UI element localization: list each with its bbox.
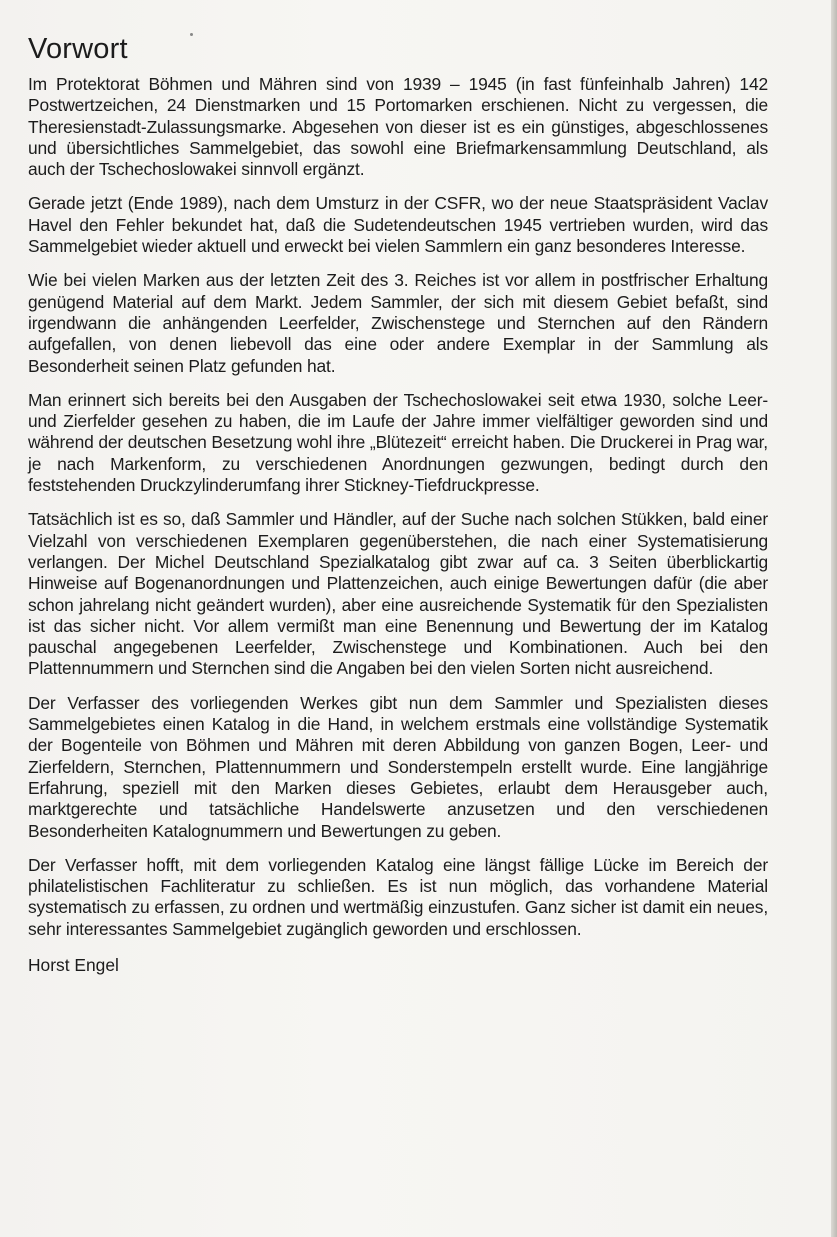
paragraph-2: Gerade jetzt (Ende 1989), nach dem Umsturz in der CSFR, wo der neue Staatspräsident Vaclav Havel den Fehler bekundet hat, daß die Sudetendeutschen 1945 vertrieben wurden, wird das Sammelgebiet wieder aktuell und erweckt bei vielen Sammlern ein ganz besonderes Interesse. — [28, 193, 768, 257]
author-signature: Horst Engel — [28, 954, 119, 975]
paragraph-3: Wie bei vielen Marken aus der letzten Zeit des 3. Reiches ist vor allem in postfrischer Erhaltung genügend Material auf dem Markt. Jedem Sammler, der sich mit diesem Gebiet befaßt, sind irgendwann die anhängenden Leerfelder, Zwischenstege und Sternchen auf den Rändern aufgefallen, von denen liebevoll das eine oder andere Exemplar in der Sammlung als Besonderheit seinen Platz gefunden hat. — [28, 270, 768, 376]
paragraph-5: Tatsächlich ist es so, daß Sammler und Händler, auf der Suche nach solchen Stükken, bald einer Vielzahl von verschiedenen Exemplaren gegenüberstehen, die nach einer Systematisierung verlangen. Der Michel Deutschland Spezialkatalog gibt zwar auf ca. 3 Seiten überblickartig Hinweise auf Bogenanordnungen und Plattenzeichen, auch einige Bewertungen dafür (die aber schon jahrelang nicht geändert wurden), aber eine ausreichende Systematik für den Spezialisten ist das sicher nicht. Vor allem vermißt man eine Benennung und Bewertung der im Katalog pauschal angegebenen Leerfelder, Zwischenstege und Kombinationen. Auch bei den Plattennummern und Sternchen sind die Angaben bei den vielen Sorten nicht ausreichend. — [28, 509, 768, 679]
page-edge-shadow — [831, 0, 837, 1237]
document-body — [28, 30, 768, 976]
page-title: Vorwort — [28, 33, 128, 65]
paragraph-6: Der Verfasser des vorliegenden Werkes gibt nun dem Sammler und Spezialisten dieses Sammelgebietes einen Katalog in die Hand, in welchem erstmals eine vollständige Systematik der Bogenteile von Böhmen und Mähren mit deren Abbildung von ganzen Bogen, Leer- und Zierfeldern, Sternchen, Plattennummern und Sonderstempeln erstellt wurde. Eine langjährige Erfahrung, speziell mit den Marken dieses Gebietes, erlaubt dem Herausgeber auch, marktgerechte und tatsächliche Handelswerte anzusetzen und den verschiedenen Besonderheiten Katalognummern und Bewertungen zu geben. — [28, 692, 768, 841]
paragraph-7: Der Verfasser hofft, mit dem vorliegenden Katalog eine längst fällige Lücke im Bereich der philatelistischen Fachliteratur zu schließen. Es ist nun möglich, das vorhandene Material systematisch zu erfassen, zu ordnen und wertmäßig einzustufen. Ganz sicher ist damit ein neues, sehr interessantes Sammelgebiet zugänglich geworden und erschlossen. — [28, 854, 768, 939]
paragraph-4: Man erinnert sich bereits bei den Ausgaben der Tschechoslowakei seit etwa 1930, solche Leer- und Zierfelder gesehen zu haben, die im Laufe der Jahre immer vielfältiger geworden sind und während der deutschen Besetzung wohl ihre „Blütezeit“ erreicht haben. Die Druckerei in Prag war, je nach Markenform, zu verschiedenen Anordnungen gezwungen, bedingt durch den feststehenden Druckzylinderumfang ihrer Stickney-Tiefdruckpresse. — [28, 389, 768, 496]
paragraph-1: Im Protektorat Böhmen und Mähren sind von 1939 – 1945 (in fast fünfeinhalb Jahren) 142 Postwertzeichen, 24 Dienstmarken und 15 Portomarken erschienen. Nicht zu vergessen, die Theresienstadt-Zulassungsmarke. Abgesehen von dieser ist es ein günstiges, abgeschlossenes und übersichtliches Sammelgebiet, das sowohl eine Briefmarkensammlung Deutschland, als auch der Tschechoslowakei sinnvoll ergänzt. — [28, 74, 768, 180]
